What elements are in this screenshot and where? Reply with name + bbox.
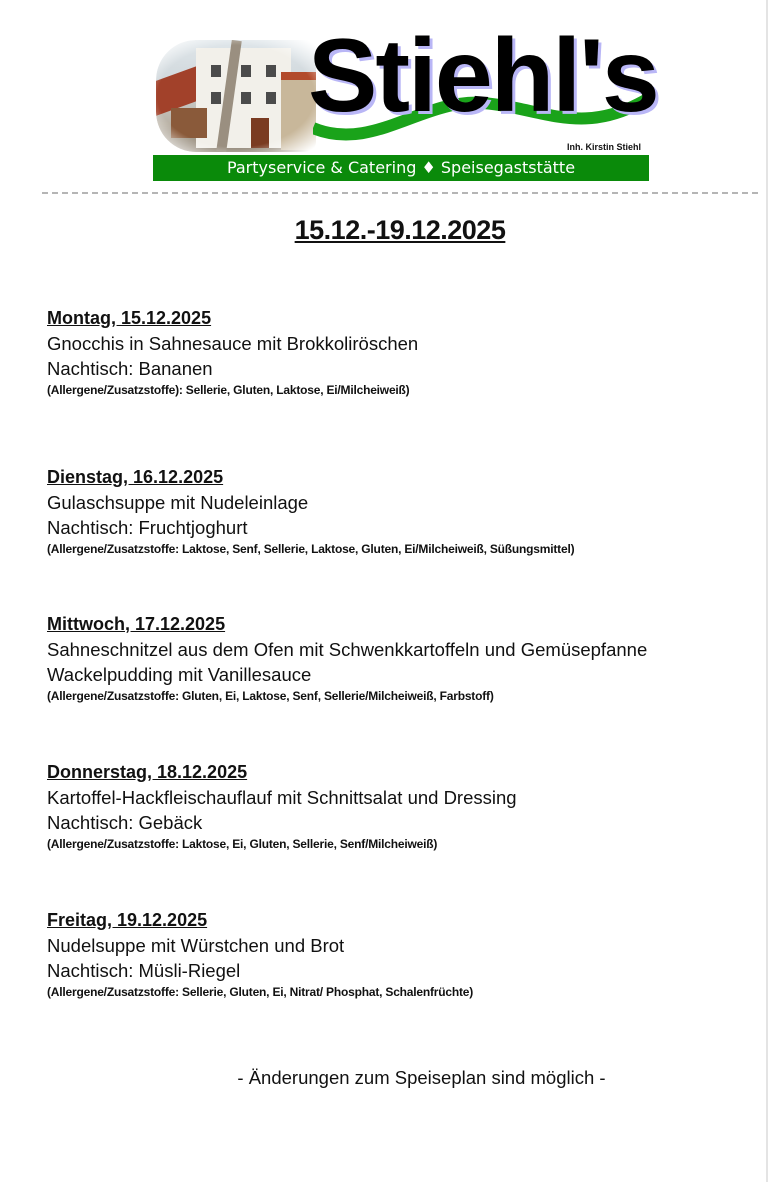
day-heading: Donnerstag, 18.12.2025 [47,762,248,782]
day-wednesday [47,611,747,705]
allergens: (Allergene/Zusatzstoffe: Laktose, Senf, Sellerie, Laktose, Gluten, Ei/Milcheiweiß, Süßungsmittel) [47,542,575,556]
dish-line: Nachtisch: Gebäck [47,812,203,833]
dish-line: Sahneschnitzel aus dem Ofen mit Schwenkkartoffeln und Gemüsepfanne [47,639,648,660]
dish-line: Gulaschsuppe mit Nudeleinlage [47,492,309,513]
brand-name: Stiehl's [308,18,658,134]
week-title: 15.12.-19.12.2025 [294,215,506,245]
separator [42,192,758,194]
allergens: (Allergene/Zusatzstoffe): Sellerie, Gluten, Laktose, Ei/Milcheiweiß) [47,383,410,397]
dish-line: Nachtisch: Müsli-Riegel [47,960,241,981]
dish-line: Nachtisch: Fruchtjoghurt [47,517,248,538]
day-tuesday [47,464,747,558]
dish-line: Nachtisch: Bananen [47,358,213,379]
day-heading: Freitag, 19.12.2025 [47,910,208,930]
day-heading: Mittwoch, 17.12.2025 [47,614,226,634]
owner-name: Inh. Kirstin Stiehl [566,142,641,152]
day-thursday [47,759,747,853]
dish-line: Gnocchis in Sahnesauce mit Brokkoliröschen [47,333,419,354]
footer-note: - Änderungen zum Speiseplan sind möglich - [237,1067,606,1088]
dish-line: Wackelpudding mit Vanillesauce [47,664,312,685]
allergens: (Allergene/Zusatzstoffe: Gluten, Ei, Laktose, Senf, Sellerie/Milcheiweiß, Farbstoff) [47,689,494,703]
allergens: (Allergene/Zusatzstoffe: Laktose, Ei, Gluten, Sellerie, Senf/Milcheiweiß) [47,837,438,851]
allergens: (Allergene/Zusatzstoffe: Sellerie, Gluten, Ei, Nitrat/ Phosphat, Schalenfrüchte) [47,985,474,999]
day-friday [47,907,747,1001]
restaurant-photo [156,40,316,152]
day-monday [47,305,747,399]
dish-line: Nudelsuppe mit Würstchen und Brot [47,935,345,956]
tagline-bar: Partyservice & Catering ♦ Speisegaststätte [153,155,649,181]
day-heading: Dienstag, 16.12.2025 [47,467,224,487]
logo [153,18,658,182]
dish-line: Kartoffel-Hackfleischauflauf mit Schnittsalat und Dressing [47,787,517,808]
day-heading: Montag, 15.12.2025 [47,308,212,328]
